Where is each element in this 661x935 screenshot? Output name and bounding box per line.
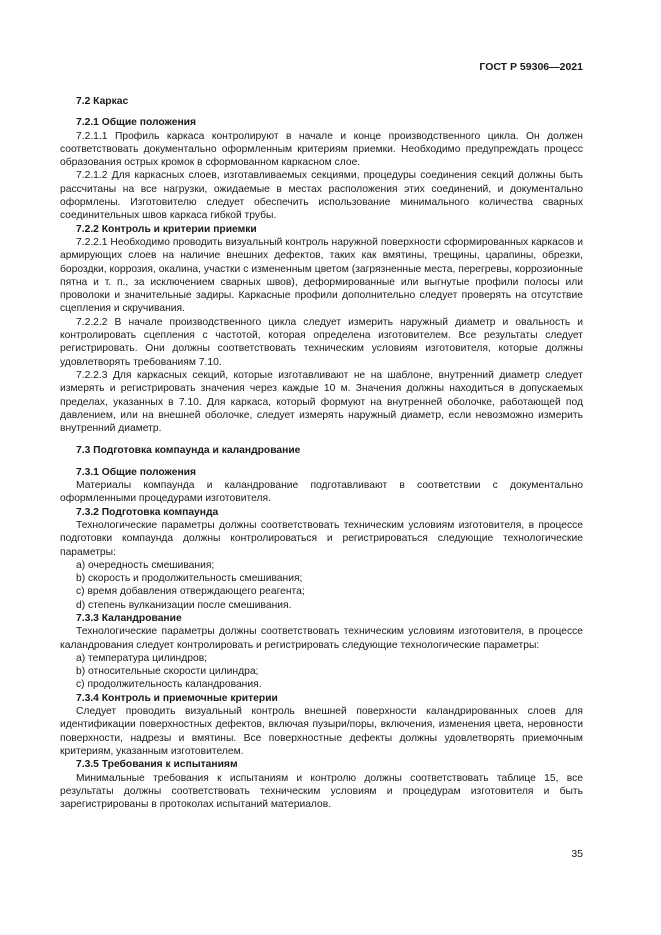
section-7-2-2-title: 7.2.2 Контроль и критерии приемки bbox=[76, 223, 257, 235]
section-7-3-3-title: 7.3.3 Каландрование bbox=[76, 612, 182, 624]
section-7-3-1-title: 7.3.1 Общие положения bbox=[76, 466, 196, 478]
paragraph-7-2-2-2: 7.2.2.2 В начале производственного цикла следует измерить наружный диаметр и овальность и контролировать сцепления с частотой, которая определена изготовителем. Все результаты следует регистрировать. Они должны соответствовать техническим условиям изготовителя, которые должны удовлетворять требованиям 7.10. bbox=[60, 316, 583, 368]
list-item: c) продолжительность каландрования. bbox=[76, 679, 262, 691]
paragraph-7-3-1: Материалы компаунда и каландрование подготавливают в соответствии с документально оформленными процедурами изготовителя. bbox=[60, 480, 583, 505]
document-header: ГОСТ Р 59306—2021 bbox=[479, 61, 583, 73]
list-item: d) степень вулканизации после смешивания. bbox=[76, 599, 292, 611]
list-item: b) относительные скорости цилиндра; bbox=[76, 666, 259, 678]
list-item: a) температура цилиндров; bbox=[76, 652, 208, 664]
paragraph-7-2-2-3: 7.2.2.3 Для каркасных секций, которые изготавливают не на шаблоне, внутренний диаметр следует измерять и регистрировать значения через каждые 10 м. Значения должны находиться в допускаемых пределах, указанных в 7.10. Для каркаса, который формуют на внутренней оболочке, работающей под давлением, или на внешней оболочке, следует измерять наружный диаметр, если невозможно измерить внутренний диаметр. bbox=[60, 369, 583, 435]
section-7-2-title: 7.2 Каркас bbox=[76, 96, 129, 107]
list-item: a) очередность смешивания; bbox=[76, 559, 215, 571]
paragraph-7-3-4: Следует проводить визуальный контроль внешней поверхности каландрированных слоев для идентификации поверхностных дефектов, включая пузыри/поры, включения, изменения цвета, неровности поверхности, надрезы и вмятины. Все поверхностные дефекты должны удовлетворять приемочным критериям, указанным изготовителем. bbox=[60, 706, 583, 757]
paragraph-7-3-3: Технологические параметры должны соответствовать техническим условиям изготовителя, в процессе каландрования следует контролировать и регистрировать следующие технологические параметры: bbox=[60, 626, 583, 651]
paragraph-7-2-1-1: 7.2.1.1 Профиль каркаса контролируют в начале и конце производственного цикла. Он должен соответствовать документально оформленным критериям приемки. Необходимо предупреждать процесс образования острых кромок в сформованном каркасном слое. bbox=[60, 130, 583, 169]
paragraph-7-3-2: Технологические параметры должны соответствовать техническим условиям изготовителя, в процессе подготовки компаунда должны контролироваться и регистрироваться следующие технологические параметры: bbox=[60, 519, 583, 558]
page-content bbox=[60, 95, 583, 811]
section-7-3-2-title: 7.3.2 Подготовка компаунда bbox=[76, 506, 219, 518]
section-7-3-5-title: 7.3.5 Требования к испытаниям bbox=[76, 759, 238, 771]
list-item: c) время добавления отверждающего реагента; bbox=[76, 586, 305, 598]
section-7-3-title: 7.3 Подготовка компаунда и каландрование bbox=[76, 445, 301, 457]
section-7-2-1-title: 7.2.1 Общие положения bbox=[76, 117, 196, 129]
paragraph-7-3-5: Минимальные требования к испытаниям и контролю должны соответствовать таблице 15, все результаты должны соответствовать техническим условиям и процедурам изготовителя и быть зарегистрированы в протоколах испытаний материалов. bbox=[60, 772, 583, 811]
section-7-3-4-title: 7.3.4 Контроль и приемочные критерии bbox=[76, 692, 278, 704]
paragraph-7-2-1-2: 7.2.1.2 Для каркасных слоев, изготавливаемых секциями, процедуры соединения секций должны быть рассчитаны на все нагрузки, ожидаемые в местах расположения этих соединений, и документально оформлены. Изготовителю следует обеспечить использование минимального количества сварных соединительных швов каркаса гибкой трубы. bbox=[60, 170, 583, 222]
list-item: b) скорость и продолжительность смешивания; bbox=[76, 573, 303, 585]
page-number: 35 bbox=[571, 848, 583, 860]
paragraph-7-2-2-1: 7.2.2.1 Необходимо проводить визуальный контроль наружной поверхности сформированных каркасов и армирующих слоев на наличие внешних дефектов, таких как вмятины, трещины, царапины, обрезки, бороздки, коррозия, окалина, участки с измененным цветом (загрязненные места, перегревы, коррозионные пятна и т. п., за исключением сварных швов), деформированные или выгнутые профили полосы или проволоки и значительные задиры. Каркасные профили дополнительно следует проверять на отсутствие сцепления и скручивания. bbox=[60, 236, 583, 315]
